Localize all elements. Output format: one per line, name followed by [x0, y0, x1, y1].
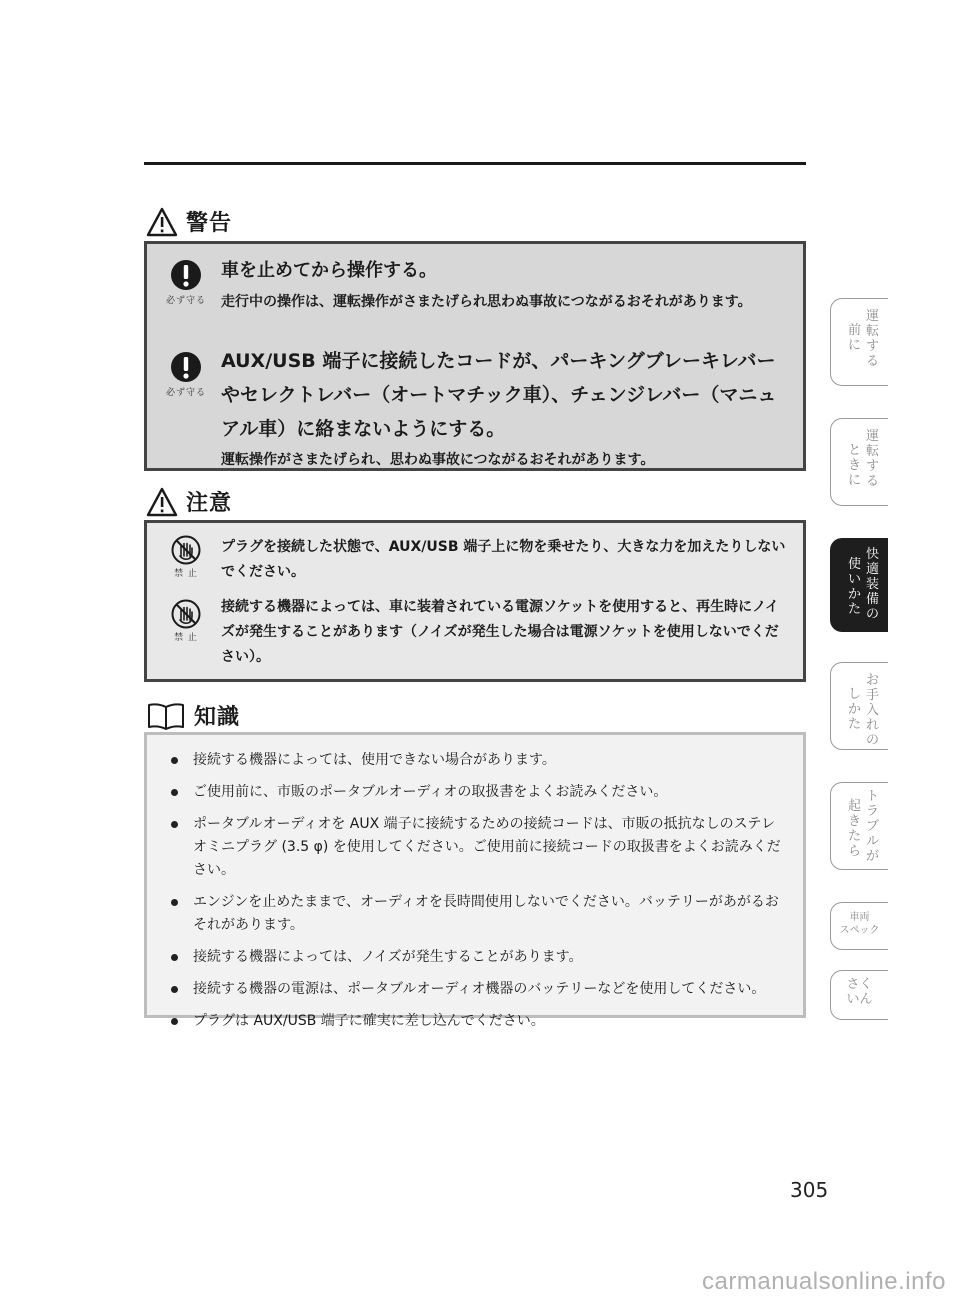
prohibited-caption: 禁 止 — [174, 633, 198, 643]
warning-box — [144, 241, 806, 471]
side-tab-comfort-features[interactable] — [830, 538, 888, 632]
side-tab-troubleshooting[interactable] — [830, 782, 888, 870]
caution-item-1 — [165, 535, 789, 595]
bullet-dot — [171, 986, 178, 993]
caution-item-2-text — [221, 595, 789, 670]
must-do-caption: 必ず守る — [165, 388, 206, 398]
side-tab-label: 起きたら — [847, 799, 861, 859]
must-do-caption: 必ず守る — [165, 296, 206, 306]
bullet-dot — [171, 757, 178, 764]
caution-item-2-body: 接続する機器によっては、車に装着されている電源ソケットを使用すると、再生時にノイズが発生することがあります（ノイズが発生した場合は電源ソケットを使用しないでください）。 — [221, 599, 779, 665]
list-item — [161, 978, 789, 1001]
warning-heading — [146, 206, 232, 237]
list-item-text: 接続する機器によっては、使用できない場合があります。 — [193, 752, 556, 768]
warning-item-1-text — [221, 258, 789, 315]
must-do-icon-wrap — [165, 258, 207, 306]
prohibited-icon-wrap — [165, 599, 207, 643]
caution-triangle-icon — [146, 487, 178, 517]
caution-heading — [146, 486, 232, 517]
list-item-text: 接続する機器の電源は、ポータブルオーディオ機器のバッテリーなどを使用してください。 — [193, 981, 766, 997]
side-tab-label: お手入れの — [865, 673, 879, 748]
side-tab-index[interactable] — [830, 970, 888, 1020]
bullet-dot — [171, 899, 178, 906]
knowledge-list — [161, 749, 789, 1042]
list-item-text: ポータブルオーディオを AUX 端子に接続するための接続コードは、市販の抵抗なしのステレオミニプラグ (3.5 φ) を使用してください。ご使用前に接続コードの取扱書をよくお読みください。 — [193, 816, 781, 878]
warning-title: 警告 — [186, 211, 233, 236]
side-tab-label: ときに — [847, 443, 861, 488]
list-item — [161, 946, 789, 969]
side-tab-maintenance[interactable] — [830, 662, 888, 750]
warning-item-2-body: 運転操作がさまたげられ、思わぬ事故につながるおそれがあります。 — [221, 452, 655, 468]
side-tab-label: 車両 — [849, 912, 870, 923]
list-item-text: エンジンを止めたままで、オーディオを長時間使用しないでください。バッテリーがあがるおそれがあります。 — [193, 894, 779, 933]
must-do-icon-wrap — [165, 350, 207, 398]
knowledge-box — [144, 732, 806, 1029]
caution-title: 注意 — [186, 491, 233, 516]
warning-triangle-icon — [146, 207, 178, 237]
warning-item-2 — [165, 344, 789, 468]
caution-item-1-body: プラグを接続した状態で、AUX/USB 端子上に物を乗せたり、大きな力を加えたりしないでください。 — [221, 539, 786, 580]
list-item — [161, 1010, 789, 1033]
side-tab-label: さく — [846, 977, 873, 992]
prohibited-hand-icon — [171, 599, 201, 629]
warning-item-2-title: AUX/USB 端子に接続したコードが、パーキングブレーキレバーやセレクトレバー（オートマチック車）、チェンジレバー（マニュアル車）に絡まないようにする。 — [221, 350, 777, 440]
side-tab-label: 前に — [847, 323, 861, 353]
side-tab-label: しかた — [847, 687, 861, 732]
caution-item-2 — [165, 595, 789, 675]
prohibited-hand-icon — [171, 535, 201, 565]
side-tab-while-driving[interactable] — [830, 418, 888, 506]
side-tab-label: 使いかた — [847, 557, 861, 617]
bullet-dot — [171, 954, 178, 961]
bullet-dot — [171, 1018, 178, 1025]
side-tab-label: トラブルが — [865, 789, 879, 864]
list-item-text: 接続する機器によっては、ノイズが発生することがあります。 — [193, 949, 583, 965]
warning-item-1 — [165, 258, 789, 338]
list-item-text: プラグは AUX/USB 端子に確実に差し込んでください。 — [193, 1013, 545, 1029]
side-tab-before-driving[interactable] — [830, 298, 888, 386]
knowledge-heading — [146, 700, 240, 731]
caution-item-1-text — [221, 535, 789, 585]
side-tab-label: いん — [846, 992, 873, 1007]
prohibited-icon-wrap — [165, 535, 207, 579]
watermark: carmanualsonline.info — [702, 1268, 946, 1295]
caution-box — [144, 520, 806, 682]
side-tab-specs[interactable] — [830, 902, 888, 950]
open-book-icon — [146, 702, 186, 730]
list-item — [161, 891, 789, 937]
bullet-dot — [171, 789, 178, 796]
top-rule — [144, 162, 806, 165]
prohibited-caption: 禁 止 — [174, 569, 198, 579]
must-do-icon — [169, 350, 203, 384]
list-item — [161, 813, 789, 882]
must-do-icon — [169, 258, 203, 292]
list-item-text: ご使用前に、市販のポータブルオーディオの取扱書をよくお読みください。 — [193, 784, 668, 800]
side-tab-label: スペック — [839, 925, 880, 936]
list-item — [161, 781, 789, 804]
side-tab-label: 運転する — [865, 429, 879, 489]
side-tab-label: 運転する — [865, 309, 879, 369]
side-tab-label: 快適装備の — [865, 547, 879, 622]
knowledge-title: 知識 — [194, 705, 241, 730]
page-number: 305 — [790, 1178, 829, 1202]
warning-item-1-body: 走行中の操作は、運転操作がさまたげられ思わぬ事故につながるおそれがあります。 — [221, 294, 752, 310]
warning-item-1-title: 車を止めてから操作する。 — [221, 260, 437, 281]
bullet-dot — [171, 821, 178, 828]
warning-item-2-text — [221, 344, 789, 473]
list-item — [161, 749, 789, 772]
